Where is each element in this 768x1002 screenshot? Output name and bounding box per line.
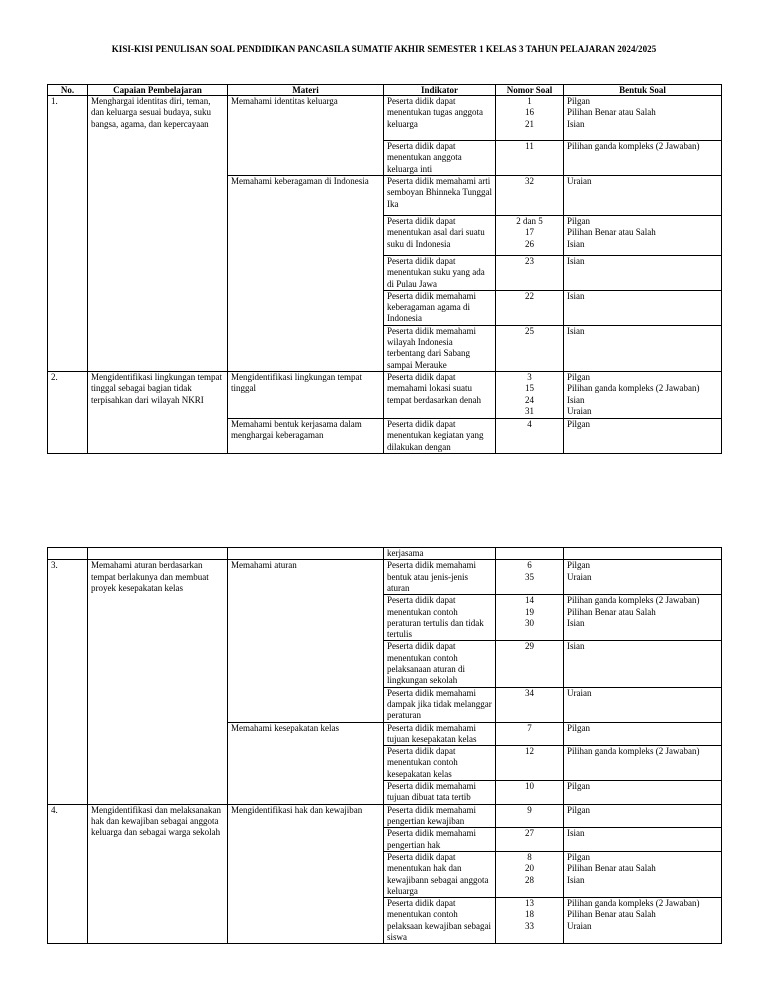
bentuk-soal [564,96,722,141]
bentuk-soal-item: Pilihan ganda kompleks (2 Jawaban) [567,383,700,394]
nomor-soal-item: 3 [527,371,532,382]
row-number: 3. [48,560,88,804]
bentuk-soal-item: Isian [567,641,585,652]
table-row [48,96,722,141]
nomor-soal [496,687,564,722]
nomor-soal-item: 7 [527,722,532,733]
header-no: No. [48,85,88,96]
empty-cell [48,548,88,560]
document-title: KISI-KISI PENULISAN SOAL PENDIDIKAN PANCASILA SUMATIF AKHIR SEMESTER 1 KELAS 3 TAHUN PELAJARAN 2024/2025 [111,44,657,54]
nomor-soal [496,325,564,371]
bentuk-soal [564,418,722,453]
bentuk-soal-item: Isian [567,290,585,301]
bentuk-soal [564,781,722,805]
nomor-soal-item: 26 [525,238,534,249]
nomor-soal-item: 31 [525,405,534,416]
bentuk-soal [564,851,722,897]
bentuk-soal-item: Uraian [567,176,592,186]
nomor-soal-item: 21 [525,118,534,129]
nomor-soal [496,595,564,641]
indikator: Peserta didik memahami pengertian kewajiban [384,804,496,828]
bentuk-soal [564,641,722,687]
bentuk-soal-item: Uraian [567,687,592,698]
nomor-soal-item: 35 [525,571,534,582]
row-number: 4. [48,804,88,944]
indikator: Peserta didik memahami dampak jika tidak melanggar peraturan [384,687,496,722]
nomor-soal [496,828,564,852]
nomor-soal-item: 29 [525,641,534,652]
nomor-soal [496,781,564,805]
bentuk-soal-item: Uraian [567,920,592,931]
indikator: Peserta didik memahami tujuan kesepakatan kelas [384,722,496,746]
indikator: Peserta didik dapat menentukan tugas anggota keluarga [384,96,496,141]
nomor-soal-item: 13 [525,898,534,909]
bentuk-soal-item: Pilihan Benar atau Salah [567,606,656,617]
bentuk-soal [564,216,722,256]
nomor-soal-item: 34 [525,687,534,698]
indikator: Peserta didik dapat menentukan kegiatan yang dilakukan dengan [384,418,496,453]
bentuk-soal [564,595,722,641]
grid-table-page-2 [47,547,722,944]
nomor-soal-item: 18 [525,909,534,920]
table-row [48,804,722,828]
nomor-soal [496,851,564,897]
header-nomor-soal: Nomor Soal [496,85,564,96]
indikator: Peserta didik dapat menentukan contoh pelaksaan kewajiban sebagai siswa [384,898,496,944]
nomor-soal [496,641,564,687]
nomor-soal-item: 17 [525,227,534,238]
nomor-soal [496,176,564,216]
bentuk-soal-item: Pilihan ganda kompleks (2 Jawaban) [567,595,700,606]
nomor-soal [496,96,564,141]
bentuk-soal-item: Isian [567,828,585,839]
table-row [48,548,722,560]
bentuk-soal-item: Pilgan [567,560,591,571]
nomor-soal-item: 23 [525,256,534,266]
bentuk-soal [564,371,722,418]
capaian-pembelajaran: Mengidentifikasi lingkungan tempat tinggal sebagai bagian tidak terpisahkan dari wilayah NKRI [88,371,228,453]
nomor-soal-item: 11 [525,141,534,151]
nomor-soal-item: 32 [525,176,534,186]
bentuk-soal-item: Pilihan ganda kompleks (2 Jawaban) [567,746,700,757]
nomor-soal-item: 14 [525,595,534,606]
bentuk-soal [564,325,722,371]
bentuk-soal [564,176,722,216]
bentuk-soal-item: Pilihan Benar atau Salah [567,909,656,920]
nomor-soal-item: 22 [525,290,534,301]
nomor-soal [496,256,564,291]
empty-cell [228,548,384,560]
nomor-soal-item: 33 [525,920,534,931]
bentuk-soal-item: Pilgan [567,216,591,226]
materi: Memahami bentuk kerjasama dalam menghargai keberagaman [228,418,384,453]
nomor-soal [496,898,564,944]
nomor-soal [496,141,564,176]
bentuk-soal-item: Isian [567,325,585,336]
bentuk-soal-item: Pilgan [567,851,591,862]
indikator: Peserta didik dapat menentukan contoh kesepakatan kelas [384,746,496,781]
indikator: Peserta didik dapat menentukan contoh pelaksanaan aturan di lingkungan sekolah [384,641,496,687]
bentuk-soal [564,141,722,176]
nomor-soal [496,804,564,828]
indikator: Peserta didik memahami wilayah Indonesia terbentang dari Sabang sampai Merauke [384,325,496,371]
bentuk-soal-item: Pilihan ganda kompleks (2 Jawaban) [567,898,700,909]
indikator: Peserta didik dapat menentukan contoh peraturan tertulis dan tidak tertulis [384,595,496,641]
nomor-soal-item: 20 [525,863,534,874]
bentuk-soal-item: Uraian [567,571,592,582]
nomor-soal-item: 27 [525,828,534,839]
bentuk-soal-item: Pilihan ganda kompleks (2 Jawaban) [567,141,700,151]
indikator: Peserta didik dapat memahami lokasi suatu tempat berdasarkan denah [384,371,496,418]
nomor-soal [496,560,564,595]
bentuk-soal-item: Pilgan [567,96,591,106]
nomor-soal-item: 8 [527,851,532,862]
indikator: Peserta didik dapat menentukan suku yang ada di Pulau Jawa [384,256,496,291]
nomor-soal-item: 30 [525,617,534,628]
bentuk-soal-item: Pilgan [567,781,591,792]
indikator: Peserta didik dapat menentukan asal dari suatu suku di Indonesia [384,216,496,256]
indikator: Peserta didik memahami bentuk atau jenis-jenis aturan [384,560,496,595]
materi: Memahami identitas keluarga [228,96,384,176]
table-row [48,371,722,418]
bentuk-soal [564,256,722,291]
materi: Memahami keberagaman di Indonesia [228,176,384,372]
nomor-soal-item: 6 [527,560,532,571]
nomor-soal [496,290,564,325]
bentuk-soal-item: Pilgan [567,418,591,429]
nomor-soal-item: 16 [525,107,534,118]
nomor-soal-item: 9 [527,804,532,815]
bentuk-soal-item: Pilgan [567,804,591,815]
bentuk-soal [564,828,722,852]
materi: Mengidentifikasi hak dan kewajiban [228,804,384,944]
row-number: 1. [48,96,88,372]
indikator: Peserta didik memahami keberagaman agama di Indonesia [384,290,496,325]
bentuk-soal-item: Pilihan Benar atau Salah [567,863,656,874]
bentuk-soal [564,898,722,944]
header-indikator: Indikator [384,85,496,96]
nomor-soal [496,371,564,418]
indikator: Peserta didik memahami arti semboyan Bhinneka Tunggal Ika [384,176,496,216]
bentuk-soal [564,746,722,781]
empty-cell [88,548,228,560]
nomor-soal-item: 25 [525,325,534,336]
bentuk-soal-item: Pilgan [567,722,591,733]
bentuk-soal-item: Isian [567,256,585,266]
indikator: kerjasama [384,548,496,560]
nomor-soal-item: 10 [525,781,534,792]
nomor-soal [496,746,564,781]
bentuk-soal [564,290,722,325]
nomor-soal-item: 4 [527,418,532,429]
grid-table-page-1 [47,84,722,454]
nomor-soal-item: 2 dan 5 [516,216,543,226]
bentuk-soal-item: Isian [567,394,585,405]
bentuk-soal-item: Isian [567,118,585,129]
nomor-soal-item: 15 [525,383,534,394]
nomor-soal-item: 28 [525,874,534,885]
bentuk-soal-item: Isian [567,617,585,628]
indikator: Peserta didik dapat menentukan hak dan kewajibann sebagai anggota keluarga [384,851,496,897]
bentuk-soal-item: Pilgan [567,371,591,382]
indikator: Peserta didik memahami tujuan dibuat tata tertib [384,781,496,805]
indikator: Peserta didik memahami pengertian hak [384,828,496,852]
header-materi: Materi [228,85,384,96]
capaian-pembelajaran: Menghargai identitas diri, teman, dan keluarga sesuai budaya, suku bangsa, agama, dan kepercayaan [88,96,228,372]
empty-cell [564,548,722,560]
nomor-soal [496,418,564,453]
materi: Mengidentifikasi lingkungan tempat tinggal [228,371,384,418]
header-bentuk-soal: Bentuk Soal [564,85,722,96]
bentuk-soal [564,804,722,828]
table-row [48,560,722,595]
row-number: 2. [48,371,88,453]
nomor-soal-item: 1 [527,96,532,106]
bentuk-soal-item: Isian [567,238,585,249]
nomor-soal-item: 12 [525,746,534,757]
bentuk-soal-item: Uraian [567,405,592,416]
bentuk-soal-item: Pilihan Benar atau Salah [567,227,656,238]
materi: Memahami aturan [228,560,384,722]
indikator: Peserta didik dapat menentukan anggota keluarga inti [384,141,496,176]
bentuk-soal-item: Isian [567,874,585,885]
materi: Memahami kesepakatan kelas [228,722,384,804]
bentuk-soal [564,722,722,746]
nomor-soal [496,216,564,256]
bentuk-soal [564,560,722,595]
nomor-soal [496,722,564,746]
table-header-row [48,85,722,96]
empty-cell [496,548,564,560]
capaian-pembelajaran: Memahami aturan berdasarkan tempat berlakunya dan membuat proyek kesepakatan kelas [88,560,228,804]
header-capaian: Capaian Pembelajaran [88,85,228,96]
bentuk-soal-item: Pilihan Benar atau Salah [567,107,656,118]
nomor-soal-item: 24 [525,394,534,405]
nomor-soal-item: 19 [525,606,534,617]
bentuk-soal [564,687,722,722]
capaian-pembelajaran: Mengidentifikasi dan melaksanakan hak dan kewajiban sebagai anggota keluarga dan sebagai warga sekolah [88,804,228,944]
